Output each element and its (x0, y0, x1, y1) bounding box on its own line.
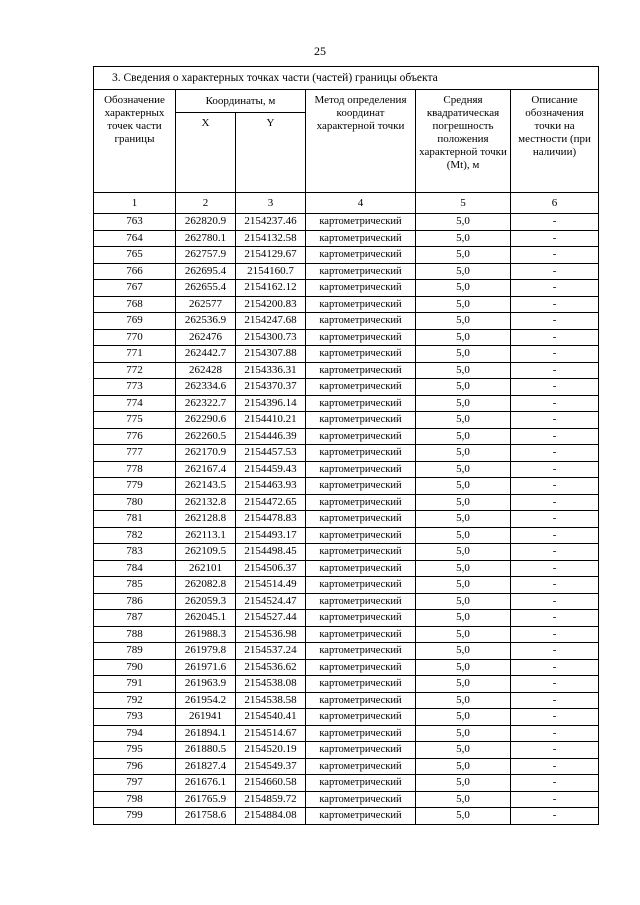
description-cell: - (511, 808, 599, 825)
point-number-cell: 783 (94, 544, 176, 561)
table-row (94, 230, 599, 247)
method-cell: картометрический (306, 412, 416, 429)
description-cell: - (511, 626, 599, 643)
accuracy-cell: 5,0 (416, 478, 511, 495)
method-cell: картометрический (306, 725, 416, 742)
y-coordinate-cell: 2154300.73 (236, 329, 306, 346)
x-coordinate-cell: 262428 (176, 362, 236, 379)
table-row (94, 610, 599, 627)
accuracy-cell: 5,0 (416, 511, 511, 528)
method-cell: картометрический (306, 494, 416, 511)
accuracy-cell: 5,0 (416, 412, 511, 429)
method-cell: картометрический (306, 544, 416, 561)
point-number-cell: 791 (94, 676, 176, 693)
x-coordinate-cell: 261954.2 (176, 692, 236, 709)
table-row (94, 362, 599, 379)
method-cell: картометрический (306, 808, 416, 825)
page-number: 25 (314, 44, 326, 58)
y-coordinate-cell: 2154498.45 (236, 544, 306, 561)
header-method: Метод определения координат характерной точки (306, 90, 416, 193)
column-number: 5 (416, 193, 511, 214)
description-cell: - (511, 791, 599, 808)
point-number-cell: 767 (94, 280, 176, 297)
description-cell: - (511, 214, 599, 231)
point-number-cell: 796 (94, 758, 176, 775)
point-number-cell: 781 (94, 511, 176, 528)
point-number-cell: 774 (94, 395, 176, 412)
method-cell: картометрический (306, 527, 416, 544)
y-coordinate-cell: 2154520.19 (236, 742, 306, 759)
table-row (94, 478, 599, 495)
y-coordinate-cell: 2154536.62 (236, 659, 306, 676)
method-cell: картометрический (306, 692, 416, 709)
y-coordinate-cell: 2154370.37 (236, 379, 306, 396)
x-coordinate-cell: 262113.1 (176, 527, 236, 544)
point-number-cell: 766 (94, 263, 176, 280)
accuracy-cell: 5,0 (416, 709, 511, 726)
accuracy-cell: 5,0 (416, 560, 511, 577)
x-coordinate-cell: 261758.6 (176, 808, 236, 825)
accuracy-cell: 5,0 (416, 230, 511, 247)
table-row (94, 461, 599, 478)
y-coordinate-cell: 2154540.41 (236, 709, 306, 726)
y-coordinate-cell: 2154549.37 (236, 758, 306, 775)
table-row (94, 445, 599, 462)
y-coordinate-cell: 2154859.72 (236, 791, 306, 808)
header-y: Y (236, 113, 306, 193)
y-coordinate-cell: 2154660.58 (236, 775, 306, 792)
point-number-cell: 786 (94, 593, 176, 610)
accuracy-cell: 5,0 (416, 610, 511, 627)
accuracy-cell: 5,0 (416, 214, 511, 231)
method-cell: картометрический (306, 346, 416, 363)
description-cell: - (511, 775, 599, 792)
description-cell: - (511, 676, 599, 693)
accuracy-cell: 5,0 (416, 659, 511, 676)
table-row (94, 412, 599, 429)
description-cell: - (511, 428, 599, 445)
description-cell: - (511, 478, 599, 495)
x-coordinate-cell: 261979.8 (176, 643, 236, 660)
accuracy-cell: 5,0 (416, 494, 511, 511)
point-number-cell: 789 (94, 643, 176, 660)
y-coordinate-cell: 2154410.21 (236, 412, 306, 429)
table-row (94, 346, 599, 363)
method-cell: картометрический (306, 296, 416, 313)
x-coordinate-cell: 262780.1 (176, 230, 236, 247)
x-coordinate-cell: 262109.5 (176, 544, 236, 561)
accuracy-cell: 5,0 (416, 263, 511, 280)
y-coordinate-cell: 2154538.58 (236, 692, 306, 709)
column-number: 1 (94, 193, 176, 214)
point-number-cell: 788 (94, 626, 176, 643)
column-number: 2 (176, 193, 236, 214)
method-cell: картометрический (306, 610, 416, 627)
method-cell: картометрический (306, 791, 416, 808)
method-cell: картометрический (306, 560, 416, 577)
description-cell: - (511, 412, 599, 429)
method-cell: картометрический (306, 775, 416, 792)
point-number-cell: 799 (94, 808, 176, 825)
accuracy-cell: 5,0 (416, 742, 511, 759)
description-cell: - (511, 577, 599, 594)
x-coordinate-cell: 262101 (176, 560, 236, 577)
section-title: 3. Сведения о характерных точках части (частей) границы объекта (94, 67, 599, 90)
table-row (94, 709, 599, 726)
method-cell: картометрический (306, 362, 416, 379)
accuracy-cell: 5,0 (416, 775, 511, 792)
boundary-points-table (93, 66, 599, 825)
method-cell: картометрический (306, 280, 416, 297)
method-cell: картометрический (306, 758, 416, 775)
method-cell: картометрический (306, 709, 416, 726)
method-cell: картометрический (306, 329, 416, 346)
table-row (94, 676, 599, 693)
point-number-cell: 779 (94, 478, 176, 495)
table-row (94, 214, 599, 231)
x-coordinate-cell: 262167.4 (176, 461, 236, 478)
x-coordinate-cell: 262170.9 (176, 445, 236, 462)
point-number-cell: 772 (94, 362, 176, 379)
point-number-cell: 776 (94, 428, 176, 445)
point-number-cell: 793 (94, 709, 176, 726)
description-cell: - (511, 461, 599, 478)
method-cell: картометрический (306, 445, 416, 462)
table-row (94, 527, 599, 544)
y-coordinate-cell: 2154514.49 (236, 577, 306, 594)
point-number-cell: 769 (94, 313, 176, 330)
point-number-cell: 794 (94, 725, 176, 742)
header-coordinates: Координаты, м (176, 90, 306, 113)
accuracy-cell: 5,0 (416, 362, 511, 379)
method-cell: картометрический (306, 478, 416, 495)
method-cell: картометрический (306, 659, 416, 676)
accuracy-cell: 5,0 (416, 676, 511, 693)
point-number-cell: 777 (94, 445, 176, 462)
table-row (94, 395, 599, 412)
x-coordinate-cell: 262290.6 (176, 412, 236, 429)
point-number-cell: 764 (94, 230, 176, 247)
description-cell: - (511, 527, 599, 544)
accuracy-cell: 5,0 (416, 643, 511, 660)
accuracy-cell: 5,0 (416, 428, 511, 445)
y-coordinate-cell: 2154524.47 (236, 593, 306, 610)
column-number: 6 (511, 193, 599, 214)
x-coordinate-cell: 262820.9 (176, 214, 236, 231)
x-coordinate-cell: 262322.7 (176, 395, 236, 412)
table-body (94, 214, 599, 825)
description-cell: - (511, 725, 599, 742)
y-coordinate-cell: 2154527.44 (236, 610, 306, 627)
y-coordinate-cell: 2154336.31 (236, 362, 306, 379)
x-coordinate-cell: 262442.7 (176, 346, 236, 363)
description-cell: - (511, 560, 599, 577)
y-coordinate-cell: 2154446.39 (236, 428, 306, 445)
point-number-cell: 784 (94, 560, 176, 577)
accuracy-cell: 5,0 (416, 313, 511, 330)
y-coordinate-cell: 2154884.08 (236, 808, 306, 825)
accuracy-cell: 5,0 (416, 544, 511, 561)
x-coordinate-cell: 261988.3 (176, 626, 236, 643)
description-cell: - (511, 379, 599, 396)
method-cell: картометрический (306, 742, 416, 759)
x-coordinate-cell: 262143.5 (176, 478, 236, 495)
table-row (94, 659, 599, 676)
x-coordinate-cell: 262757.9 (176, 247, 236, 264)
description-cell: - (511, 445, 599, 462)
table-row (94, 379, 599, 396)
x-coordinate-cell: 261827.4 (176, 758, 236, 775)
y-coordinate-cell: 2154538.08 (236, 676, 306, 693)
table-row (94, 791, 599, 808)
table-row (94, 775, 599, 792)
description-cell: - (511, 329, 599, 346)
x-coordinate-cell: 262045.1 (176, 610, 236, 627)
table-row (94, 725, 599, 742)
point-number-cell: 765 (94, 247, 176, 264)
header-description: Описание обозначения точки на местности (при наличии) (511, 90, 599, 193)
x-coordinate-cell: 261971.6 (176, 659, 236, 676)
description-cell: - (511, 692, 599, 709)
table-row (94, 247, 599, 264)
description-cell: - (511, 659, 599, 676)
accuracy-cell: 5,0 (416, 758, 511, 775)
point-number-cell: 790 (94, 659, 176, 676)
accuracy-cell: 5,0 (416, 461, 511, 478)
y-coordinate-cell: 2154237.46 (236, 214, 306, 231)
accuracy-cell: 5,0 (416, 329, 511, 346)
accuracy-cell: 5,0 (416, 296, 511, 313)
method-cell: картометрический (306, 230, 416, 247)
method-cell: картометрический (306, 214, 416, 231)
y-coordinate-cell: 2154129.67 (236, 247, 306, 264)
description-cell: - (511, 230, 599, 247)
x-coordinate-cell: 262132.8 (176, 494, 236, 511)
table-row (94, 758, 599, 775)
table-row (94, 511, 599, 528)
point-number-cell: 787 (94, 610, 176, 627)
table-row (94, 544, 599, 561)
description-cell: - (511, 346, 599, 363)
method-cell: картометрический (306, 461, 416, 478)
x-coordinate-cell: 261894.1 (176, 725, 236, 742)
y-coordinate-cell: 2154478.83 (236, 511, 306, 528)
accuracy-cell: 5,0 (416, 445, 511, 462)
accuracy-cell: 5,0 (416, 527, 511, 544)
description-cell: - (511, 544, 599, 561)
accuracy-cell: 5,0 (416, 395, 511, 412)
x-coordinate-cell: 262128.8 (176, 511, 236, 528)
description-cell: - (511, 610, 599, 627)
y-coordinate-cell: 2154493.17 (236, 527, 306, 544)
point-number-cell: 797 (94, 775, 176, 792)
point-number-cell: 780 (94, 494, 176, 511)
accuracy-cell: 5,0 (416, 791, 511, 808)
description-cell: - (511, 511, 599, 528)
method-cell: картометрический (306, 263, 416, 280)
table-row (94, 742, 599, 759)
table-row (94, 593, 599, 610)
x-coordinate-cell: 262334.6 (176, 379, 236, 396)
description-cell: - (511, 742, 599, 759)
y-coordinate-cell: 2154536.98 (236, 626, 306, 643)
accuracy-cell: 5,0 (416, 808, 511, 825)
point-number-cell: 782 (94, 527, 176, 544)
table-row (94, 808, 599, 825)
method-cell: картометрический (306, 676, 416, 693)
point-number-cell: 773 (94, 379, 176, 396)
table-row (94, 643, 599, 660)
y-coordinate-cell: 2154132.58 (236, 230, 306, 247)
method-cell: картометрический (306, 313, 416, 330)
table-row (94, 692, 599, 709)
point-number-cell: 795 (94, 742, 176, 759)
point-number-cell: 798 (94, 791, 176, 808)
description-cell: - (511, 263, 599, 280)
accuracy-cell: 5,0 (416, 247, 511, 264)
y-coordinate-cell: 2154307.88 (236, 346, 306, 363)
method-cell: картометрический (306, 428, 416, 445)
description-cell: - (511, 395, 599, 412)
description-cell: - (511, 362, 599, 379)
y-coordinate-cell: 2154200.83 (236, 296, 306, 313)
accuracy-cell: 5,0 (416, 379, 511, 396)
table-row (94, 428, 599, 445)
point-number-cell: 792 (94, 692, 176, 709)
x-coordinate-cell: 261880.5 (176, 742, 236, 759)
description-cell: - (511, 494, 599, 511)
point-number-cell: 775 (94, 412, 176, 429)
table-row (94, 577, 599, 594)
x-coordinate-cell: 262082.8 (176, 577, 236, 594)
method-cell: картометрический (306, 643, 416, 660)
y-coordinate-cell: 2154472.65 (236, 494, 306, 511)
x-coordinate-cell: 262260.5 (176, 428, 236, 445)
accuracy-cell: 5,0 (416, 346, 511, 363)
column-number: 4 (306, 193, 416, 214)
description-cell: - (511, 313, 599, 330)
x-coordinate-cell: 261676.1 (176, 775, 236, 792)
method-cell: картометрический (306, 511, 416, 528)
y-coordinate-cell: 2154162.12 (236, 280, 306, 297)
point-number-cell: 785 (94, 577, 176, 594)
y-coordinate-cell: 2154506.37 (236, 560, 306, 577)
column-number: 3 (236, 193, 306, 214)
x-coordinate-cell: 261765.9 (176, 791, 236, 808)
x-coordinate-cell: 262695.4 (176, 263, 236, 280)
y-coordinate-cell: 2154537.24 (236, 643, 306, 660)
point-number-cell: 771 (94, 346, 176, 363)
y-coordinate-cell: 2154396.14 (236, 395, 306, 412)
x-coordinate-cell: 262536.9 (176, 313, 236, 330)
table-row (94, 280, 599, 297)
y-coordinate-cell: 2154160.7 (236, 263, 306, 280)
description-cell: - (511, 643, 599, 660)
accuracy-cell: 5,0 (416, 692, 511, 709)
x-coordinate-cell: 262476 (176, 329, 236, 346)
method-cell: картометрический (306, 379, 416, 396)
point-number-cell: 768 (94, 296, 176, 313)
header-x: X (176, 113, 236, 193)
description-cell: - (511, 247, 599, 264)
method-cell: картометрический (306, 395, 416, 412)
accuracy-cell: 5,0 (416, 577, 511, 594)
point-number-cell: 778 (94, 461, 176, 478)
description-cell: - (511, 280, 599, 297)
description-cell: - (511, 758, 599, 775)
y-coordinate-cell: 2154459.43 (236, 461, 306, 478)
method-cell: картометрический (306, 577, 416, 594)
x-coordinate-cell: 261963.9 (176, 676, 236, 693)
header-point: Обозначение характерных точек части границы (94, 90, 176, 193)
x-coordinate-cell: 262577 (176, 296, 236, 313)
accuracy-cell: 5,0 (416, 626, 511, 643)
description-cell: - (511, 709, 599, 726)
accuracy-cell: 5,0 (416, 280, 511, 297)
table-row (94, 494, 599, 511)
description-cell: - (511, 593, 599, 610)
x-coordinate-cell: 262655.4 (176, 280, 236, 297)
x-coordinate-cell: 262059.3 (176, 593, 236, 610)
method-cell: картометрический (306, 593, 416, 610)
method-cell: картометрический (306, 247, 416, 264)
table-row (94, 329, 599, 346)
y-coordinate-cell: 2154514.67 (236, 725, 306, 742)
table-row (94, 263, 599, 280)
y-coordinate-cell: 2154457.53 (236, 445, 306, 462)
table-row (94, 313, 599, 330)
accuracy-cell: 5,0 (416, 725, 511, 742)
x-coordinate-cell: 261941 (176, 709, 236, 726)
point-number-cell: 763 (94, 214, 176, 231)
column-numbers-row (94, 193, 599, 214)
table-row (94, 296, 599, 313)
table-row (94, 626, 599, 643)
point-number-cell: 770 (94, 329, 176, 346)
description-cell: - (511, 296, 599, 313)
y-coordinate-cell: 2154463.93 (236, 478, 306, 495)
accuracy-cell: 5,0 (416, 593, 511, 610)
y-coordinate-cell: 2154247.68 (236, 313, 306, 330)
method-cell: картометрический (306, 626, 416, 643)
header-accuracy: Средняя квадратическая погрешность положения характерной точки (Mt), м (416, 90, 511, 193)
table-row (94, 560, 599, 577)
